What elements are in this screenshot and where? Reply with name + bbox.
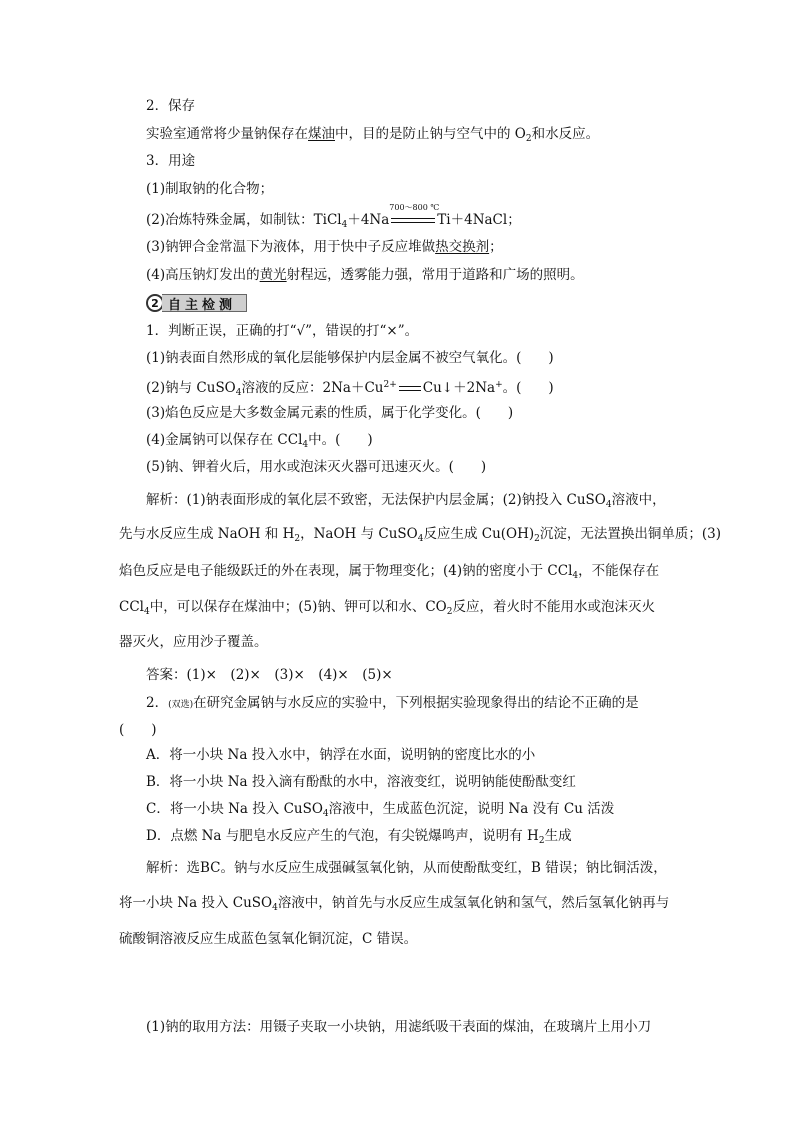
subscript: 2	[538, 836, 545, 846]
text-span: 溶液中，生成蓝色沉淀，说明 Na 没有 Cu 活泼	[328, 801, 615, 817]
text-span: CCl	[119, 599, 144, 615]
text-span: (2)冶炼特殊金属，如制钛：TiCl	[146, 212, 342, 228]
question-1-prompt: 1．判断正误，正确的打“√”，错误的打“×”。	[146, 323, 419, 339]
subscript: 4	[143, 607, 150, 617]
self-test-badge	[146, 293, 247, 313]
subscript: 4	[605, 500, 612, 510]
text-span: 解析：(1)钠表面形成的氧化层不致密，无法保护内层金属；(2)钠投入 CuSO	[146, 492, 606, 508]
text-span: 沉淀，无法置换出铜单质；(3)	[539, 526, 722, 542]
reaction-equals-sign	[397, 380, 423, 396]
text-span: 在研究金属钠与水反应的实验中，下列根据实验现象得出的结论不正确的是	[193, 695, 639, 711]
question-2-option-a: A．将一小块 Na 投入水中，钠浮在水面，说明钠的密度比水的小	[146, 747, 536, 763]
question-number: 2．	[146, 695, 169, 711]
use-item-4	[146, 266, 584, 284]
superscript: 2+	[383, 380, 397, 390]
text-span: 中。( )	[308, 432, 373, 448]
question-2-option-b: B．将一小块 Na 投入滴有酚酞的水中，溶液变红，说明钠能使酚酞变红	[146, 774, 576, 790]
section-heading-uses: 3．用途	[146, 153, 196, 169]
text-span: 溶液中，钠首先与水反应生成氢氧化钠和氢气，然后氢氧化钠再与	[277, 895, 670, 911]
text-span: ，NaOH 与 CuSO	[300, 526, 418, 542]
underlined-term: 煤油	[308, 126, 335, 142]
question-1-analysis-line-4	[119, 598, 655, 621]
subscript: 2	[294, 534, 301, 544]
subscript: 2	[534, 534, 540, 544]
text-span: 和水反应。	[531, 126, 600, 142]
text-span: 溶液的反应：2Na＋Cu	[241, 380, 384, 396]
text-span: (4)高压钠灯发出的	[146, 267, 260, 283]
text-span: 中，目的是防止钠与空气中的 O	[335, 126, 526, 142]
underlined-term: 黄光	[259, 267, 287, 283]
question-1-answer: 答案：(1)× (2)× (3)× (4)× (5)×	[146, 667, 393, 683]
text-span: ，不能保存在	[578, 563, 660, 579]
subscript: 4	[341, 220, 348, 230]
reaction-condition: 700～800 ℃	[389, 203, 440, 212]
subscript: 4	[272, 903, 278, 913]
sodium-handling-note: (1)钠的取用方法：用镊子夹取一小块钠，用滤纸吸干表面的煤油，在玻璃片上用小刀	[146, 1019, 652, 1035]
text-span: 焰色反应是电子能级跃迁的外在表现，属于物理变化；(4)钠的密度小于 CCl	[119, 563, 573, 579]
use-item-2	[146, 203, 521, 234]
question-1-statement-5: (5)钠、钾着火后，用水或泡沫灭火器可迅速灭火。( )	[146, 459, 487, 475]
text-span: 射程远，透雾能力强，常用于道路和广场的照明。	[286, 267, 584, 283]
question-1-analysis-line-2	[119, 525, 721, 548]
text-span: D．点燃 Na 与肥皂水反应产生的气泡，有尖锐爆鸣声，说明有 H	[146, 828, 539, 844]
badge-label: 自主检测	[168, 297, 237, 313]
subscript: 2	[446, 607, 453, 617]
question-1-analysis-line-5: 器灭火，应用沙子覆盖。	[119, 634, 268, 650]
question-2-prompt	[146, 694, 639, 714]
reaction-condition-arrow	[389, 203, 440, 229]
text-span: Ti＋4NaCl；	[437, 212, 521, 228]
question-2-blank: ( )	[119, 722, 157, 738]
text-span: C．将一小块 Na 投入 CuSO	[146, 801, 323, 817]
storage-text	[146, 125, 599, 148]
text-span: ；	[489, 239, 503, 255]
question-1-statement-4	[146, 431, 373, 454]
question-2-option-d	[146, 827, 572, 850]
question-2-analysis-line-2	[119, 894, 669, 917]
text-span: 。( )	[502, 380, 554, 396]
subscript: 2	[525, 134, 532, 144]
subscript: 4	[302, 440, 309, 450]
question-1-analysis-line-1	[146, 491, 666, 514]
question-2-option-c	[146, 800, 614, 823]
question-2-analysis-line-1: 解析：选BC。钠与水反应生成强碱氢氧化钠，从而使酚酞变红，B 错误；钠比铜活泼，	[146, 860, 667, 876]
subscript: 4	[235, 388, 242, 398]
badge-bar	[162, 294, 247, 312]
section-heading-storage: 2．保存	[146, 98, 196, 114]
underlined-term: 热交换剂	[435, 239, 490, 255]
superscript: +	[495, 380, 503, 390]
subscript: 4	[322, 809, 329, 819]
text-span: 反应，着火时不能用水或泡沫灭火	[452, 599, 655, 615]
subscript: 4	[417, 534, 424, 544]
question-1-analysis-line-3	[119, 562, 659, 585]
text-span: ＋4Na	[347, 212, 390, 228]
question-1-statement-2	[146, 376, 554, 402]
text-span: 溶液中，	[611, 492, 666, 508]
text-span: (4)金属钠可以保存在 CCl	[146, 432, 303, 448]
use-item-3	[146, 238, 503, 256]
text-span: Cu↓＋2Na	[422, 380, 496, 396]
text-span: 实验室通常将少量钠保存在	[146, 126, 308, 142]
text-span: (3)钠钾合金常温下为液体，用于快中子反应堆做	[146, 239, 436, 255]
question-1-statement-3: (3)焰色反应是大多数金属元素的性质，属于化学变化。( )	[146, 405, 514, 421]
text-span: (2)钠与 CuSO	[146, 380, 236, 396]
text-span: 将一小块 Na 投入 CuSO	[119, 895, 273, 911]
text-span: 反应生成 Cu(OH)	[423, 526, 535, 542]
text-span: 生成	[544, 828, 572, 844]
use-item-1: (1)制取钠的化合物；	[146, 181, 274, 197]
subscript: 4	[572, 571, 579, 581]
question-2-analysis-line-3: 硫酸铜溶液反应生成蓝色氢氧化铜沉淀，C 错误。	[119, 931, 418, 947]
text-span: 先与水反应生成 NaOH 和 H	[119, 526, 295, 542]
badge-number-icon: 2	[146, 294, 164, 312]
text-span: 中，可以保存在煤油中；(5)钠、钾可以和水、CO	[149, 599, 447, 615]
question-1-statement-1: (1)钠表面自然形成的氧化层能够保护内层金属不被空气氧化。( )	[146, 350, 554, 366]
question-tag: (双选)	[168, 700, 194, 710]
